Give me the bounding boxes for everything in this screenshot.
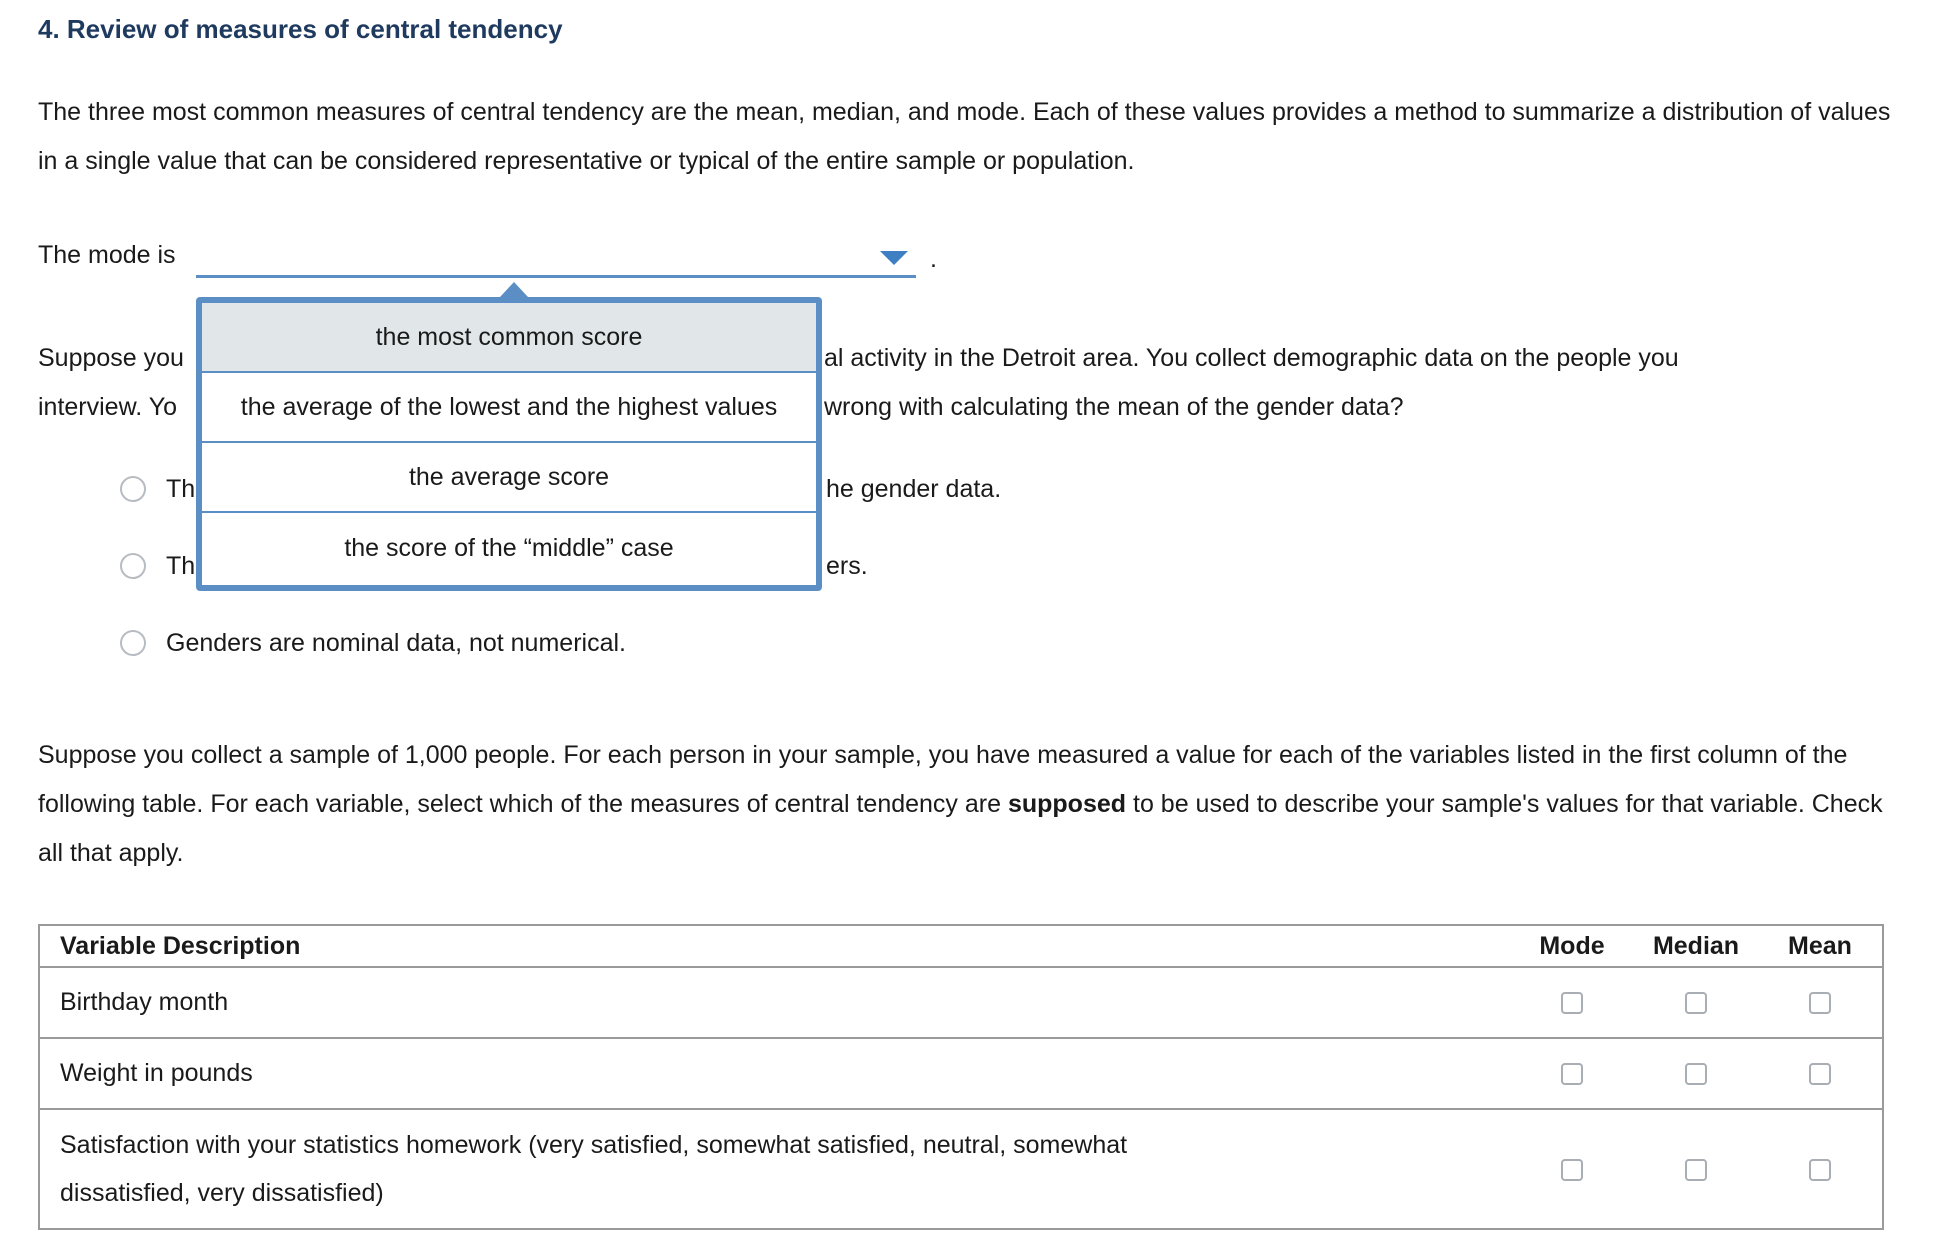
header-mean: Mean <box>1758 925 1883 967</box>
dropdown-notch <box>500 282 528 297</box>
header-median: Median <box>1634 925 1758 967</box>
table-header-row <box>39 925 1883 967</box>
radio-button[interactable] <box>120 630 146 656</box>
variables-table <box>38 924 1884 1230</box>
weight-mean-checkbox[interactable] <box>1809 1063 1831 1085</box>
birthday-month-mode-checkbox[interactable] <box>1561 992 1583 1014</box>
header-mode: Mode <box>1510 925 1634 967</box>
gender-question-line1-start: Suppose you <box>38 344 184 372</box>
gender-choice-1-end: he gender data. <box>826 474 1002 503</box>
radio-button[interactable] <box>120 476 146 502</box>
mode-dropdown-menu <box>196 297 822 591</box>
weight-median-checkbox[interactable] <box>1685 1063 1707 1085</box>
question-title: 4. Review of measures of central tendency <box>38 14 563 44</box>
row-label-satisfaction: Satisfaction with your statistics homework (very satisfied, somewhat satisfied, neutral, somewhat dissatisfied, very dissatisfied) <box>39 1109 1510 1229</box>
birthday-month-median-checkbox[interactable] <box>1685 992 1707 1014</box>
gender-question-line2-end: wrong with calculating the mean of the gender data? <box>824 393 1404 421</box>
option-average-score[interactable]: the average score <box>202 443 816 513</box>
birthday-month-mean-checkbox[interactable] <box>1809 992 1831 1014</box>
satisfaction-median-checkbox[interactable] <box>1685 1159 1707 1181</box>
table-question-text <box>38 731 1908 878</box>
gender-question-line2-start: interview. Yo <box>38 393 177 421</box>
mode-select[interactable] <box>196 241 916 278</box>
table-row <box>39 1038 1883 1109</box>
satisfaction-mean-checkbox[interactable] <box>1809 1159 1831 1181</box>
gender-choice-1-start: Th <box>166 474 196 503</box>
option-middle-case[interactable]: the score of the “middle” case <box>202 513 816 583</box>
header-variable-description: Variable Description <box>39 925 1510 967</box>
radio-button[interactable] <box>120 553 146 579</box>
table-row <box>39 967 1883 1038</box>
gender-question-line1-end: al activity in the Detroit area. You collect demographic data on the people you <box>824 344 1679 372</box>
gender-choice-2-end: ers. <box>826 551 868 580</box>
weight-mode-checkbox[interactable] <box>1561 1063 1583 1085</box>
row-label-birthday-month: Birthday month <box>39 967 1510 1038</box>
table-row <box>39 1109 1883 1229</box>
mode-label: The mode is <box>38 241 176 269</box>
table-question-bold: supposed <box>1007 790 1127 818</box>
option-average-lowest-highest[interactable]: the average of the lowest and the highest values <box>202 373 816 443</box>
option-most-common-score[interactable]: the most common score <box>202 303 816 373</box>
gender-choice-3[interactable] <box>120 623 626 663</box>
table-question-text-part1: Suppose you collect a sample of 1,000 people. For each person in your sample, you have measured a value for each of the variables listed in the first column of the following table. For each variable, select which of the measures of central tendency are <box>38 741 1848 818</box>
satisfaction-mode-checkbox[interactable] <box>1561 1159 1583 1181</box>
gender-choice-3-label: Genders are nominal data, not numerical. <box>166 628 626 657</box>
table-question-text-part2: to be used to describe your sample's values for that variable. Check all that apply. <box>38 790 1883 867</box>
mode-period: . <box>930 245 937 273</box>
gender-choice-2-start: Th <box>166 551 196 580</box>
intro-paragraph: The three most common measures of central tendency are the mean, median, and mode. Each of these values provides a method to summarize a distribution of values in a single value that can be considered representative or typical of the entire sample or population. <box>38 98 1891 175</box>
chevron-down-icon <box>880 251 908 265</box>
row-label-weight: Weight in pounds <box>39 1038 1510 1109</box>
